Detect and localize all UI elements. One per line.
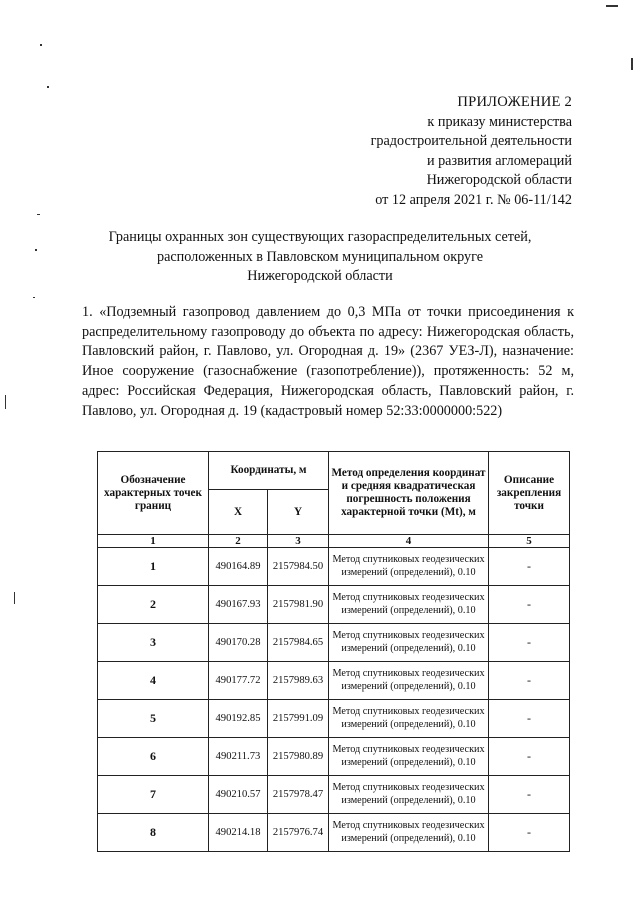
note-cell: - (489, 738, 570, 776)
coord-x: 490210.57 (209, 776, 268, 814)
scan-speck (631, 58, 633, 70)
header-coords: Координаты, м (209, 452, 329, 490)
method-cell: Метод спутниковых геодезических измерений (определений), 0.10 (329, 548, 489, 586)
coord-y: 2157978.47 (268, 776, 329, 814)
coord-y: 2157980.89 (268, 738, 329, 776)
scan-speck (37, 214, 40, 215)
table-row (98, 700, 570, 738)
point-id: 5 (98, 700, 209, 738)
coord-x: 490192.85 (209, 700, 268, 738)
header-x: X (209, 490, 268, 535)
coord-y: 2157984.50 (268, 548, 329, 586)
approval-line: Нижегородской области (426, 172, 572, 189)
note-cell: - (489, 548, 570, 586)
title-line: расположенных в Павловском муниципальном округе (156, 248, 484, 265)
scan-speck (40, 44, 42, 46)
method-cell: Метод спутниковых геодезических измерений (определений), 0.10 (329, 586, 489, 624)
column-number-row (98, 535, 570, 548)
table-row (98, 586, 570, 624)
table-row (98, 738, 570, 776)
method-cell: Метод спутниковых геодезических измерений (определений), 0.10 (329, 814, 489, 852)
scan-speck (33, 297, 35, 298)
header-point: Обозначение характерных точек границ (98, 452, 209, 535)
scan-speck (14, 592, 15, 604)
method-cell: Метод спутниковых геодезических измерений (определений), 0.10 (329, 776, 489, 814)
object-description: 1. «Подземный газопровод давлением до 0,3 МПа от точки присоединения к распределительному газопроводу до объекта по адресу: Нижегородская область, Павловский район, г. Павлово, ул. Огородная д. 19» (2367 УЕЗ-Л), назначение: Иное сооружение (газоснабжение (газопотребление)), протяженность: 52 м, адрес: Российская Федерация, Нижегородская область, Павловский район, г. Павлово, ул. Огородная д. 19 (кадастровый номер 52:33:0000000:522) (82, 304, 574, 419)
coord-x: 490170.28 (209, 624, 268, 662)
table-row (98, 776, 570, 814)
scan-speck (35, 249, 37, 251)
coord-y: 2157984.65 (268, 624, 329, 662)
column-number: 1 (98, 535, 209, 548)
point-id: 4 (98, 662, 209, 700)
table-row (98, 624, 570, 662)
table-row (98, 814, 570, 852)
coord-x: 490167.93 (209, 586, 268, 624)
header-y: Y (268, 490, 329, 535)
coord-x: 490164.89 (209, 548, 268, 586)
header-method: Метод определения координат и средняя квадратическая погрешность положения характерной точки (Mt), м (329, 452, 489, 535)
column-number: 3 (268, 535, 329, 548)
approval-date-number: от 12 апреля 2021 г. № 06-11/142 (375, 191, 572, 208)
coord-y: 2157991.09 (268, 700, 329, 738)
coordinates-table (97, 451, 570, 852)
approval-block (272, 93, 572, 211)
point-id: 1 (98, 548, 209, 586)
header-note: Описание закрепления точки (489, 452, 570, 535)
table-row (98, 662, 570, 700)
approval-line: к приказу министерства (427, 113, 572, 130)
coord-y: 2157989.63 (268, 662, 329, 700)
method-cell: Метод спутниковых геодезических измерений (определений), 0.10 (329, 700, 489, 738)
coord-y: 2157976.74 (268, 814, 329, 852)
title-line: Нижегородской области (247, 268, 393, 285)
column-number: 2 (209, 535, 268, 548)
scan-speck (47, 86, 49, 88)
coord-x: 490177.72 (209, 662, 268, 700)
document-title (70, 228, 570, 287)
point-id: 7 (98, 776, 209, 814)
scan-speck (606, 5, 618, 7)
appendix-label: ПРИЛОЖЕНИЕ 2 (457, 94, 572, 110)
column-number: 5 (489, 535, 570, 548)
note-cell: - (489, 662, 570, 700)
method-cell: Метод спутниковых геодезических измерений (определений), 0.10 (329, 738, 489, 776)
note-cell: - (489, 586, 570, 624)
note-cell: - (489, 814, 570, 852)
note-cell: - (489, 624, 570, 662)
approval-line: и развития агломераций (426, 152, 572, 169)
point-id: 2 (98, 586, 209, 624)
scan-speck (5, 395, 6, 409)
point-id: 8 (98, 814, 209, 852)
note-cell: - (489, 700, 570, 738)
title-line: Границы охранных зон существующих газораспределительных сетей, (108, 229, 532, 245)
method-cell: Метод спутниковых геодезических измерений (определений), 0.10 (329, 662, 489, 700)
column-number: 4 (329, 535, 489, 548)
coord-y: 2157981.90 (268, 586, 329, 624)
coord-x: 490214.18 (209, 814, 268, 852)
table-row (98, 548, 570, 586)
note-cell: - (489, 776, 570, 814)
method-cell: Метод спутниковых геодезических измерений (определений), 0.10 (329, 624, 489, 662)
point-id: 6 (98, 738, 209, 776)
point-id: 3 (98, 624, 209, 662)
approval-line: градостроительной деятельности (370, 133, 572, 150)
coord-x: 490211.73 (209, 738, 268, 776)
